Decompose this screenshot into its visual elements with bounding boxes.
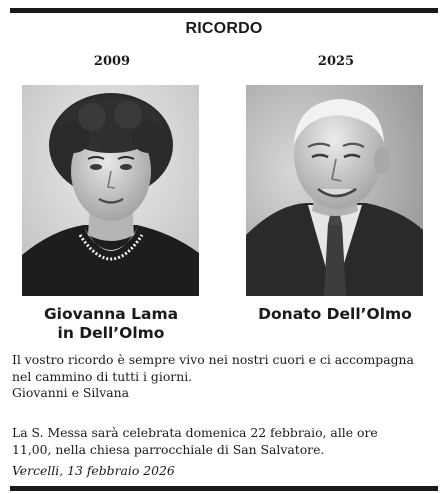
name-giovanna-line-1: Giovanna Lama [43, 305, 179, 323]
place-date: Vercelli, 13 febbraio 2026 [12, 463, 175, 478]
notice-heading: RICORDO [185, 20, 263, 37]
message-line-1: Il vostro ricordo è sempre vivo nei nostri cuori e ci accompagna [12, 352, 414, 367]
portrait-donato [246, 85, 423, 296]
portrait-giovanna [22, 85, 199, 296]
mass-paragraph [12, 425, 442, 458]
year-right: 2025 [317, 54, 355, 69]
message-line-2: nel cammino di tutti i giorni. [12, 368, 193, 384]
message-paragraph [12, 352, 442, 402]
name-donato [235, 305, 435, 324]
message-signature: Giovanni e Silvana [12, 385, 130, 400]
name-giovanna [11, 305, 211, 343]
year-left: 2009 [93, 54, 131, 69]
name-giovanna-line-2: in Dell’Olmo [57, 324, 165, 342]
bottom-divider [10, 486, 438, 491]
top-divider [10, 8, 438, 13]
mass-line-2: 11,00, nella chiesa parrocchiale di San Salvatore. [12, 441, 325, 457]
name-donato-line-1: Donato Dell’Olmo [258, 305, 412, 323]
mass-line-1: La S. Messa sarà celebrata domenica 22 febbraio, alle ore [12, 425, 378, 440]
